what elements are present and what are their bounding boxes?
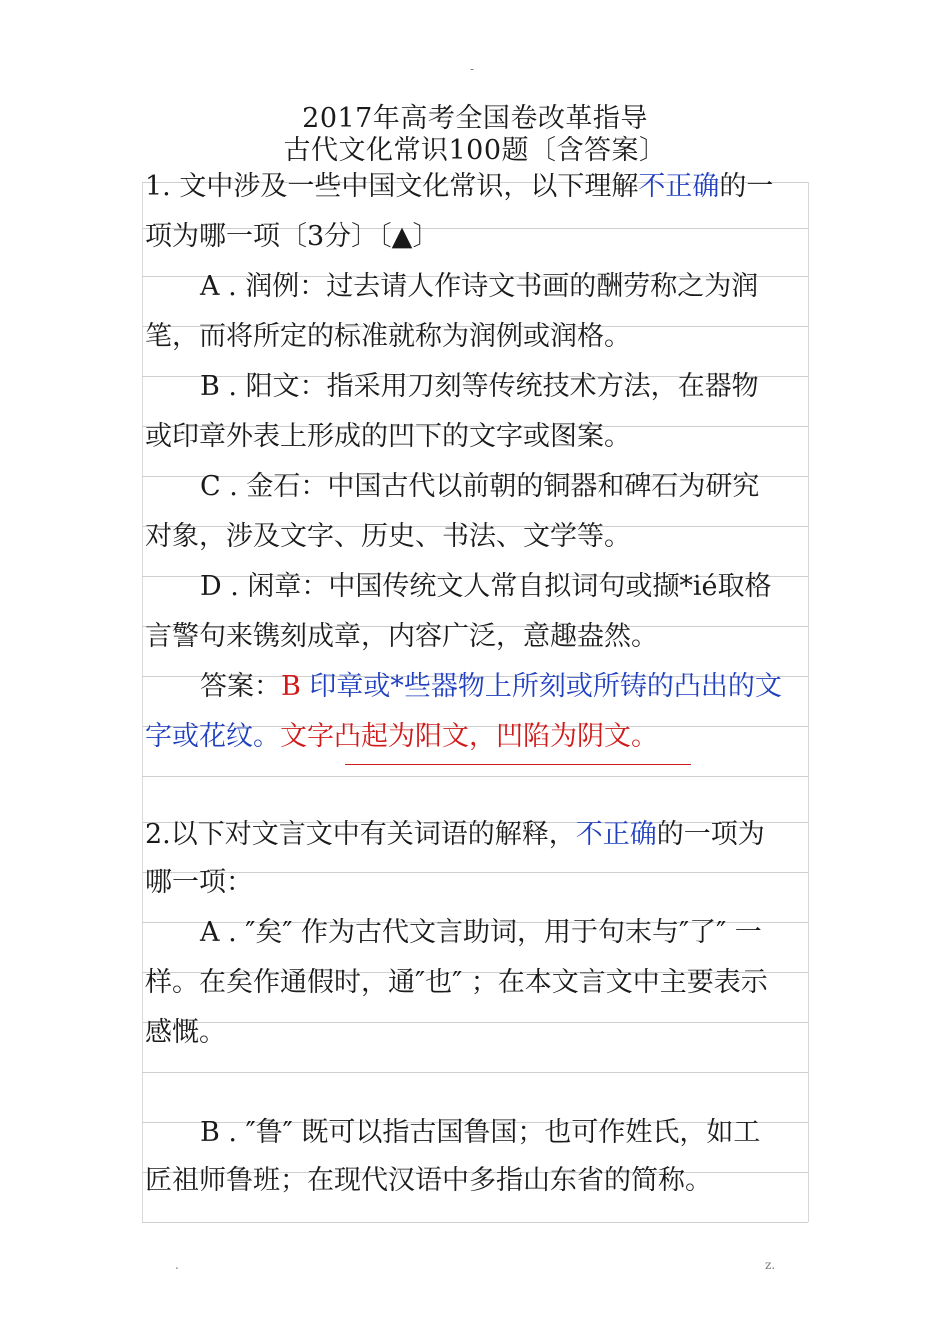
q1-option-d-line-2: 言警句来镌刻成章，内容广泛，意趣盎然。 <box>145 621 658 652</box>
q1-option-c-line-1: C . 金石：中国古代以前朝的铜器和碑石为研究 <box>200 471 760 502</box>
q2-option-b-line-1: B . ″鲁″ 既可以指古国鲁国；也可作姓氏，如工 <box>200 1117 761 1148</box>
grid-border-left <box>142 182 143 1222</box>
grid-rule <box>142 1022 808 1023</box>
document-subtitle: 古代文化常识100题〔含答案〕 <box>283 135 667 166</box>
grid-border-right <box>808 182 809 1222</box>
q1-stem-text-end: 的一 <box>719 171 774 202</box>
q2-option-a-line-1: A . ″矣″ 作为古代文言助词，用于句末与″了″ 一 <box>200 917 762 948</box>
q2-stem-emphasis: 不正确 <box>575 819 657 850</box>
q1-option-d-line-1: D . 闲章：中国传统文人常自拟词句或撷*ié取格 <box>200 571 772 602</box>
q1-option-b-line-2: 或印章外表上形成的凹下的文字或图案。 <box>145 421 631 452</box>
q2-stem-line-2: 哪一项： <box>145 867 253 898</box>
q1-answer-explanation-red: 文字凸起为阳文，凹陷为阴文。 <box>280 721 658 752</box>
q1-stem-emphasis: 不正确 <box>638 171 720 202</box>
q2-stem-line-1 <box>145 818 765 852</box>
q2-stem-text: 2.以下对文言文中有关词语的解释， <box>145 819 576 850</box>
q2-option-b-line-2: 匠祖师鲁班；在现代汉语中多指山东省的简称。 <box>145 1165 712 1196</box>
grid-rule <box>142 1222 808 1223</box>
q1-answer-explanation-cont: 字或花纹。 <box>145 721 280 752</box>
q1-answer-label: 答案： <box>200 671 281 702</box>
q2-option-a-line-2: 样。在矣作通假时，通″也″ ；在本文言文中主要表示 <box>145 967 768 998</box>
footer-left-mark: . <box>175 1258 179 1272</box>
q1-answer-line-1 <box>200 670 782 704</box>
grid-rule <box>142 776 808 777</box>
red-underline <box>345 764 691 765</box>
q1-stem-text: 1. 文中涉及一些中国文化常识，以下理解 <box>145 171 639 202</box>
q2-option-a-line-3: 感慨。 <box>145 1017 226 1048</box>
q1-answer-line-2 <box>145 720 658 754</box>
q1-option-a-line-2: 笔，而将所定的标准就称为润例或润格。 <box>145 321 631 352</box>
q1-option-b-line-1: B . 阳文：指采用刀刻等传统技术方法，在器物 <box>200 371 759 402</box>
top-mark: - <box>470 62 475 76</box>
q1-answer-letter: B <box>281 671 301 702</box>
footer-right-mark: z. <box>765 1258 776 1272</box>
q1-option-c-line-2: 对象，涉及文字、历史、书法、文学等。 <box>145 521 631 552</box>
q1-stem-line-2: 项为哪一项〔3分〕〔▲〕 <box>145 221 440 252</box>
q2-stem-text-end: 的一项为 <box>656 819 765 850</box>
q1-option-a-line-1: A . 润例：过去请人作诗文书画的酬劳称之为润 <box>200 271 759 302</box>
document-title: 2017年高考全国卷改革指导 <box>302 103 648 134</box>
q1-answer-explanation: 印章或*些器物上所刻或所铸的凸出的文 <box>300 671 782 702</box>
q1-stem-line-1 <box>145 170 773 204</box>
grid-rule <box>142 1072 808 1073</box>
